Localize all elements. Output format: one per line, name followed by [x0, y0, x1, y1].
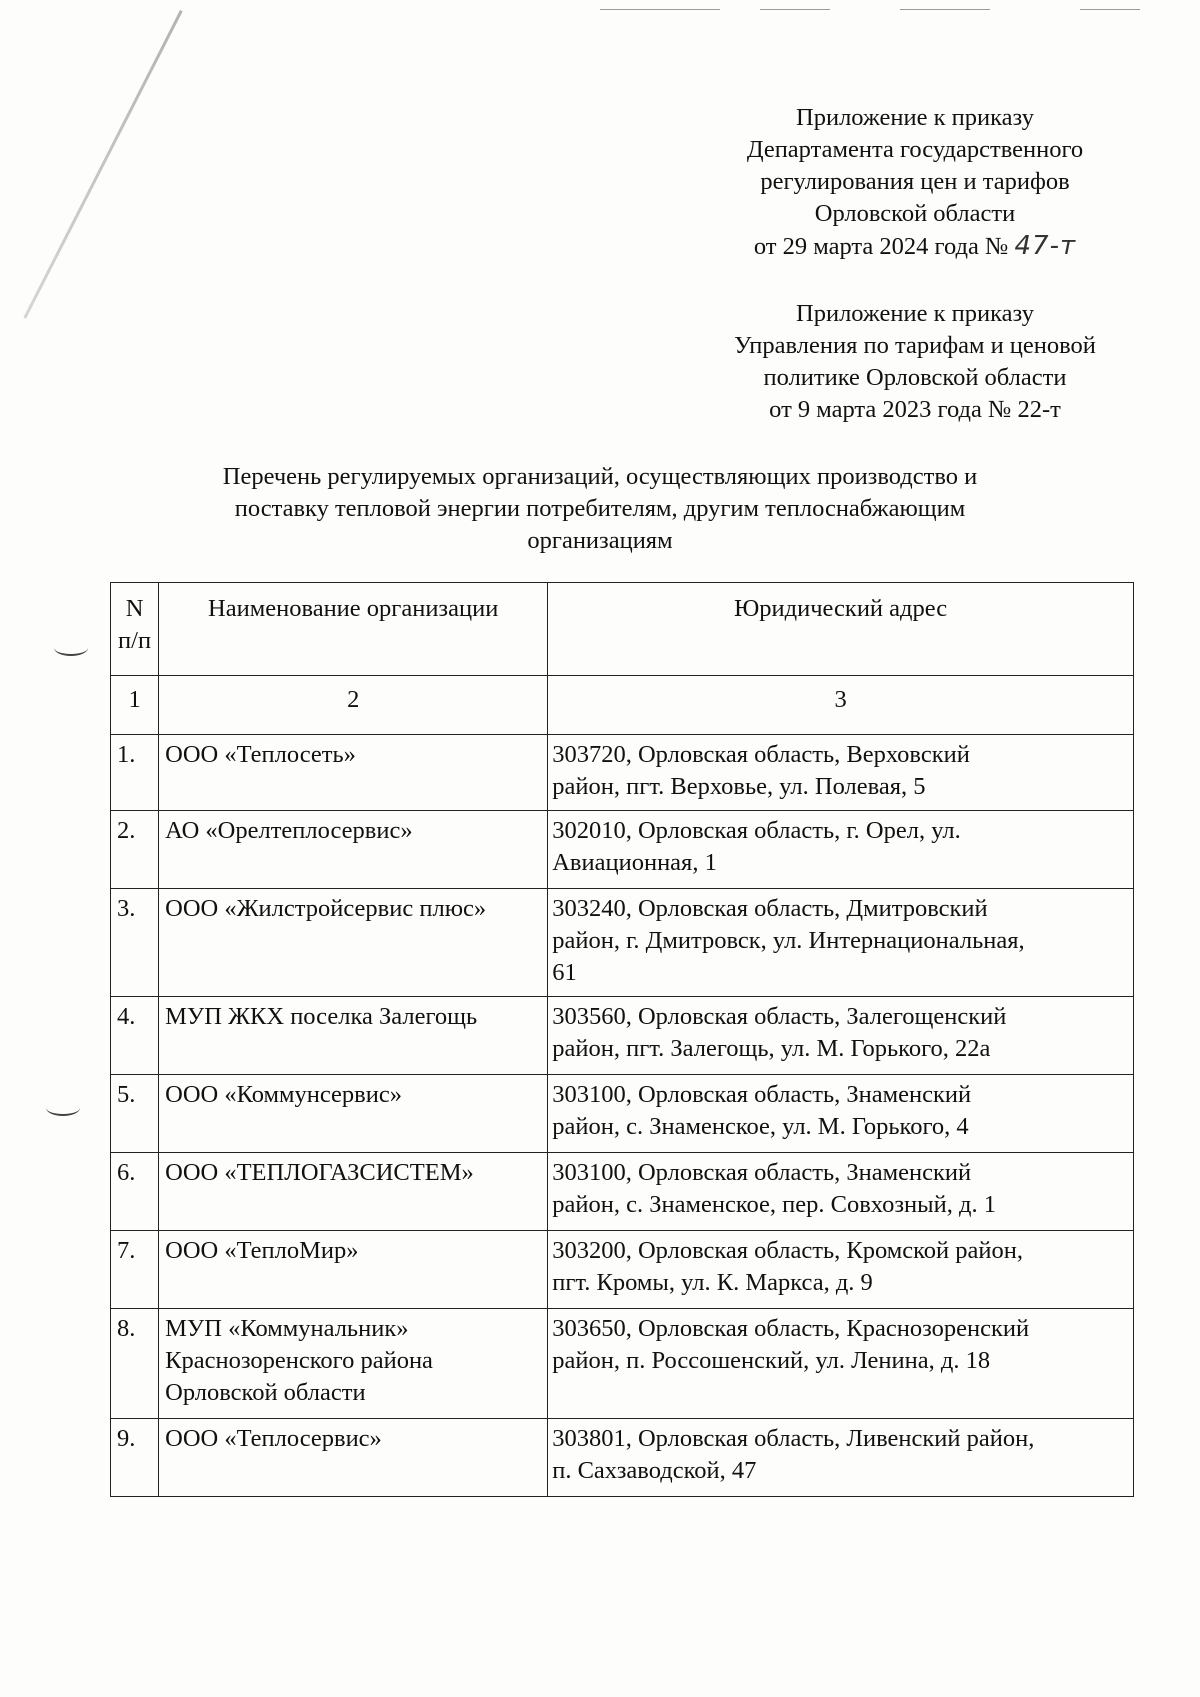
org-name-cell: [159, 1309, 548, 1419]
table-row: [111, 1309, 1134, 1419]
org-address-line: 302010, Орловская область, г. Орел, ул.: [552, 817, 961, 844]
table-row: [111, 889, 1134, 997]
org-address-line: район, г. Дмитровск, ул. Интернациональная,: [552, 927, 1025, 954]
org-name-line: Орловской области: [165, 1379, 366, 1406]
org-name-cell: [159, 1419, 548, 1497]
org-name-cell: [159, 1075, 548, 1153]
scan-artifact-dash: [600, 9, 720, 10]
org-address-cell: [548, 811, 1134, 889]
annex-current-order: [700, 102, 1130, 263]
column-index: 3: [548, 676, 1134, 735]
org-name-line: ООО «ТеплоМир»: [165, 1237, 359, 1264]
org-name-line: ООО «Коммунсервис»: [165, 1081, 402, 1108]
title-line: Перечень регулируемых организаций, осуществляющих производство и: [222, 463, 978, 490]
org-address-cell: [548, 1075, 1134, 1153]
table-row: [111, 735, 1134, 811]
row-number: 2.: [111, 811, 159, 889]
org-address-cell: [548, 1419, 1134, 1497]
row-number: 4.: [111, 997, 159, 1075]
scan-artifact-dash: [900, 9, 990, 10]
org-address-line: район, с. Знаменское, пер. Совхозный, д. 1: [552, 1191, 996, 1218]
annex-line: от 9 марта 2023 года № 22-т: [769, 396, 1061, 423]
row-number: 8.: [111, 1309, 159, 1419]
table-row: [111, 1075, 1134, 1153]
title-line: поставку тепловой энергии потребителям, другим теплоснабжающим: [234, 495, 966, 522]
org-address-line: 303100, Орловская область, Знаменский: [552, 1159, 972, 1186]
table-row: [111, 997, 1134, 1075]
org-name-line: ООО «ТЕПЛОГАЗСИСТЕМ»: [165, 1159, 474, 1186]
org-address-line: 303560, Орловская область, Залегощенский: [552, 1003, 1007, 1030]
column-index-row: [111, 676, 1134, 735]
header-address: Юридический адрес: [548, 583, 1134, 676]
org-address-line: 303801, Орловская область, Ливенский район,: [552, 1425, 1035, 1452]
annex-line: Приложение к приказу: [796, 104, 1034, 131]
organizations-table: [110, 582, 1134, 1497]
title-line: организациям: [527, 527, 673, 554]
annex-line: Орловской области: [814, 200, 1016, 227]
header-number-line: N: [125, 595, 144, 622]
table-row: [111, 1419, 1134, 1497]
handwritten-order-number: 47-т: [1014, 231, 1077, 261]
header-org-name: Наименование организации: [159, 583, 548, 676]
punch-hole-mark: [54, 640, 88, 656]
table-header-row: [111, 583, 1134, 676]
org-name-line: ООО «Теплосеть»: [165, 741, 356, 768]
org-name-line: ООО «Жилстройсервис плюс»: [165, 895, 487, 922]
org-name-cell: [159, 997, 548, 1075]
org-address-line: 303100, Орловская область, Знаменский: [552, 1081, 972, 1108]
scan-artifact-dash: [1080, 9, 1140, 10]
org-name-cell: [159, 735, 548, 811]
org-name-line: АО «Орелтеплосервис»: [165, 817, 413, 844]
org-address-line: 303240, Орловская область, Дмитровский: [552, 895, 988, 922]
annex-line: Департамента государственного: [746, 136, 1084, 163]
org-name-cell: [159, 1153, 548, 1231]
column-index: 1: [111, 676, 159, 735]
org-name-cell: [159, 1231, 548, 1309]
table-row: [111, 1153, 1134, 1231]
scan-artifact-dash: [760, 9, 830, 10]
row-number: 6.: [111, 1153, 159, 1231]
annex-line: Приложение к приказу: [796, 300, 1034, 327]
header-number-line: п/п: [118, 627, 152, 654]
table-body: [111, 735, 1134, 1497]
annex-date-text: от 29 марта 2024 года №: [753, 233, 1009, 260]
header-number: [111, 583, 159, 676]
row-number: 1.: [111, 735, 159, 811]
row-number: 9.: [111, 1419, 159, 1497]
row-number: 7.: [111, 1231, 159, 1309]
org-address-line: район, п. Россошенский, ул. Ленина, д. 18: [552, 1347, 991, 1374]
org-address-line: район, пгт. Верховье, ул. Полевая, 5: [552, 773, 926, 800]
org-address-line: 61: [552, 959, 577, 986]
org-name-cell: [159, 811, 548, 889]
org-address-cell: [548, 997, 1134, 1075]
column-index: 2: [159, 676, 548, 735]
annex-line: Управления по тарифам и ценовой: [734, 332, 1096, 359]
org-address-line: 303650, Орловская область, Краснозоренский: [552, 1315, 1030, 1342]
org-name-line: ООО «Теплосервис»: [165, 1425, 382, 1452]
org-address-cell: [548, 889, 1134, 997]
punch-hole-mark: [46, 1100, 80, 1116]
org-name-line: МУП «Коммунальник»: [165, 1315, 409, 1342]
scan-artifact-line: [23, 10, 182, 319]
org-address-cell: [548, 735, 1134, 811]
table-row: [111, 811, 1134, 889]
org-address-line: 303200, Орловская область, Кромской район,: [552, 1237, 1024, 1264]
annex-previous-order: [700, 298, 1130, 426]
annex-line: регулирования цен и тарифов: [760, 168, 1070, 195]
table-row: [111, 1231, 1134, 1309]
row-number: 3.: [111, 889, 159, 997]
org-name-line: МУП ЖКХ поселка Залегощь: [165, 1003, 478, 1030]
org-address-line: Авиационная, 1: [552, 849, 717, 876]
org-address-cell: [548, 1309, 1134, 1419]
org-address-cell: [548, 1153, 1134, 1231]
org-address-cell: [548, 1231, 1134, 1309]
document-title: [160, 461, 1040, 557]
org-address-line: пгт. Кромы, ул. К. Маркса, д. 9: [552, 1269, 873, 1296]
org-address-line: район, с. Знаменское, ул. М. Горького, 4: [552, 1113, 969, 1140]
annex-date-line: [700, 230, 1130, 263]
row-number: 5.: [111, 1075, 159, 1153]
org-address-line: район, пгт. Залегощь, ул. М. Горького, 22а: [552, 1035, 991, 1062]
org-address-line: 303720, Орловская область, Верховский: [552, 741, 970, 768]
org-name-line: Краснозоренского района: [165, 1347, 433, 1374]
org-name-cell: [159, 889, 548, 997]
org-address-line: п. Сахзаводской, 47: [552, 1457, 757, 1484]
annex-line: политике Орловской области: [763, 364, 1067, 391]
